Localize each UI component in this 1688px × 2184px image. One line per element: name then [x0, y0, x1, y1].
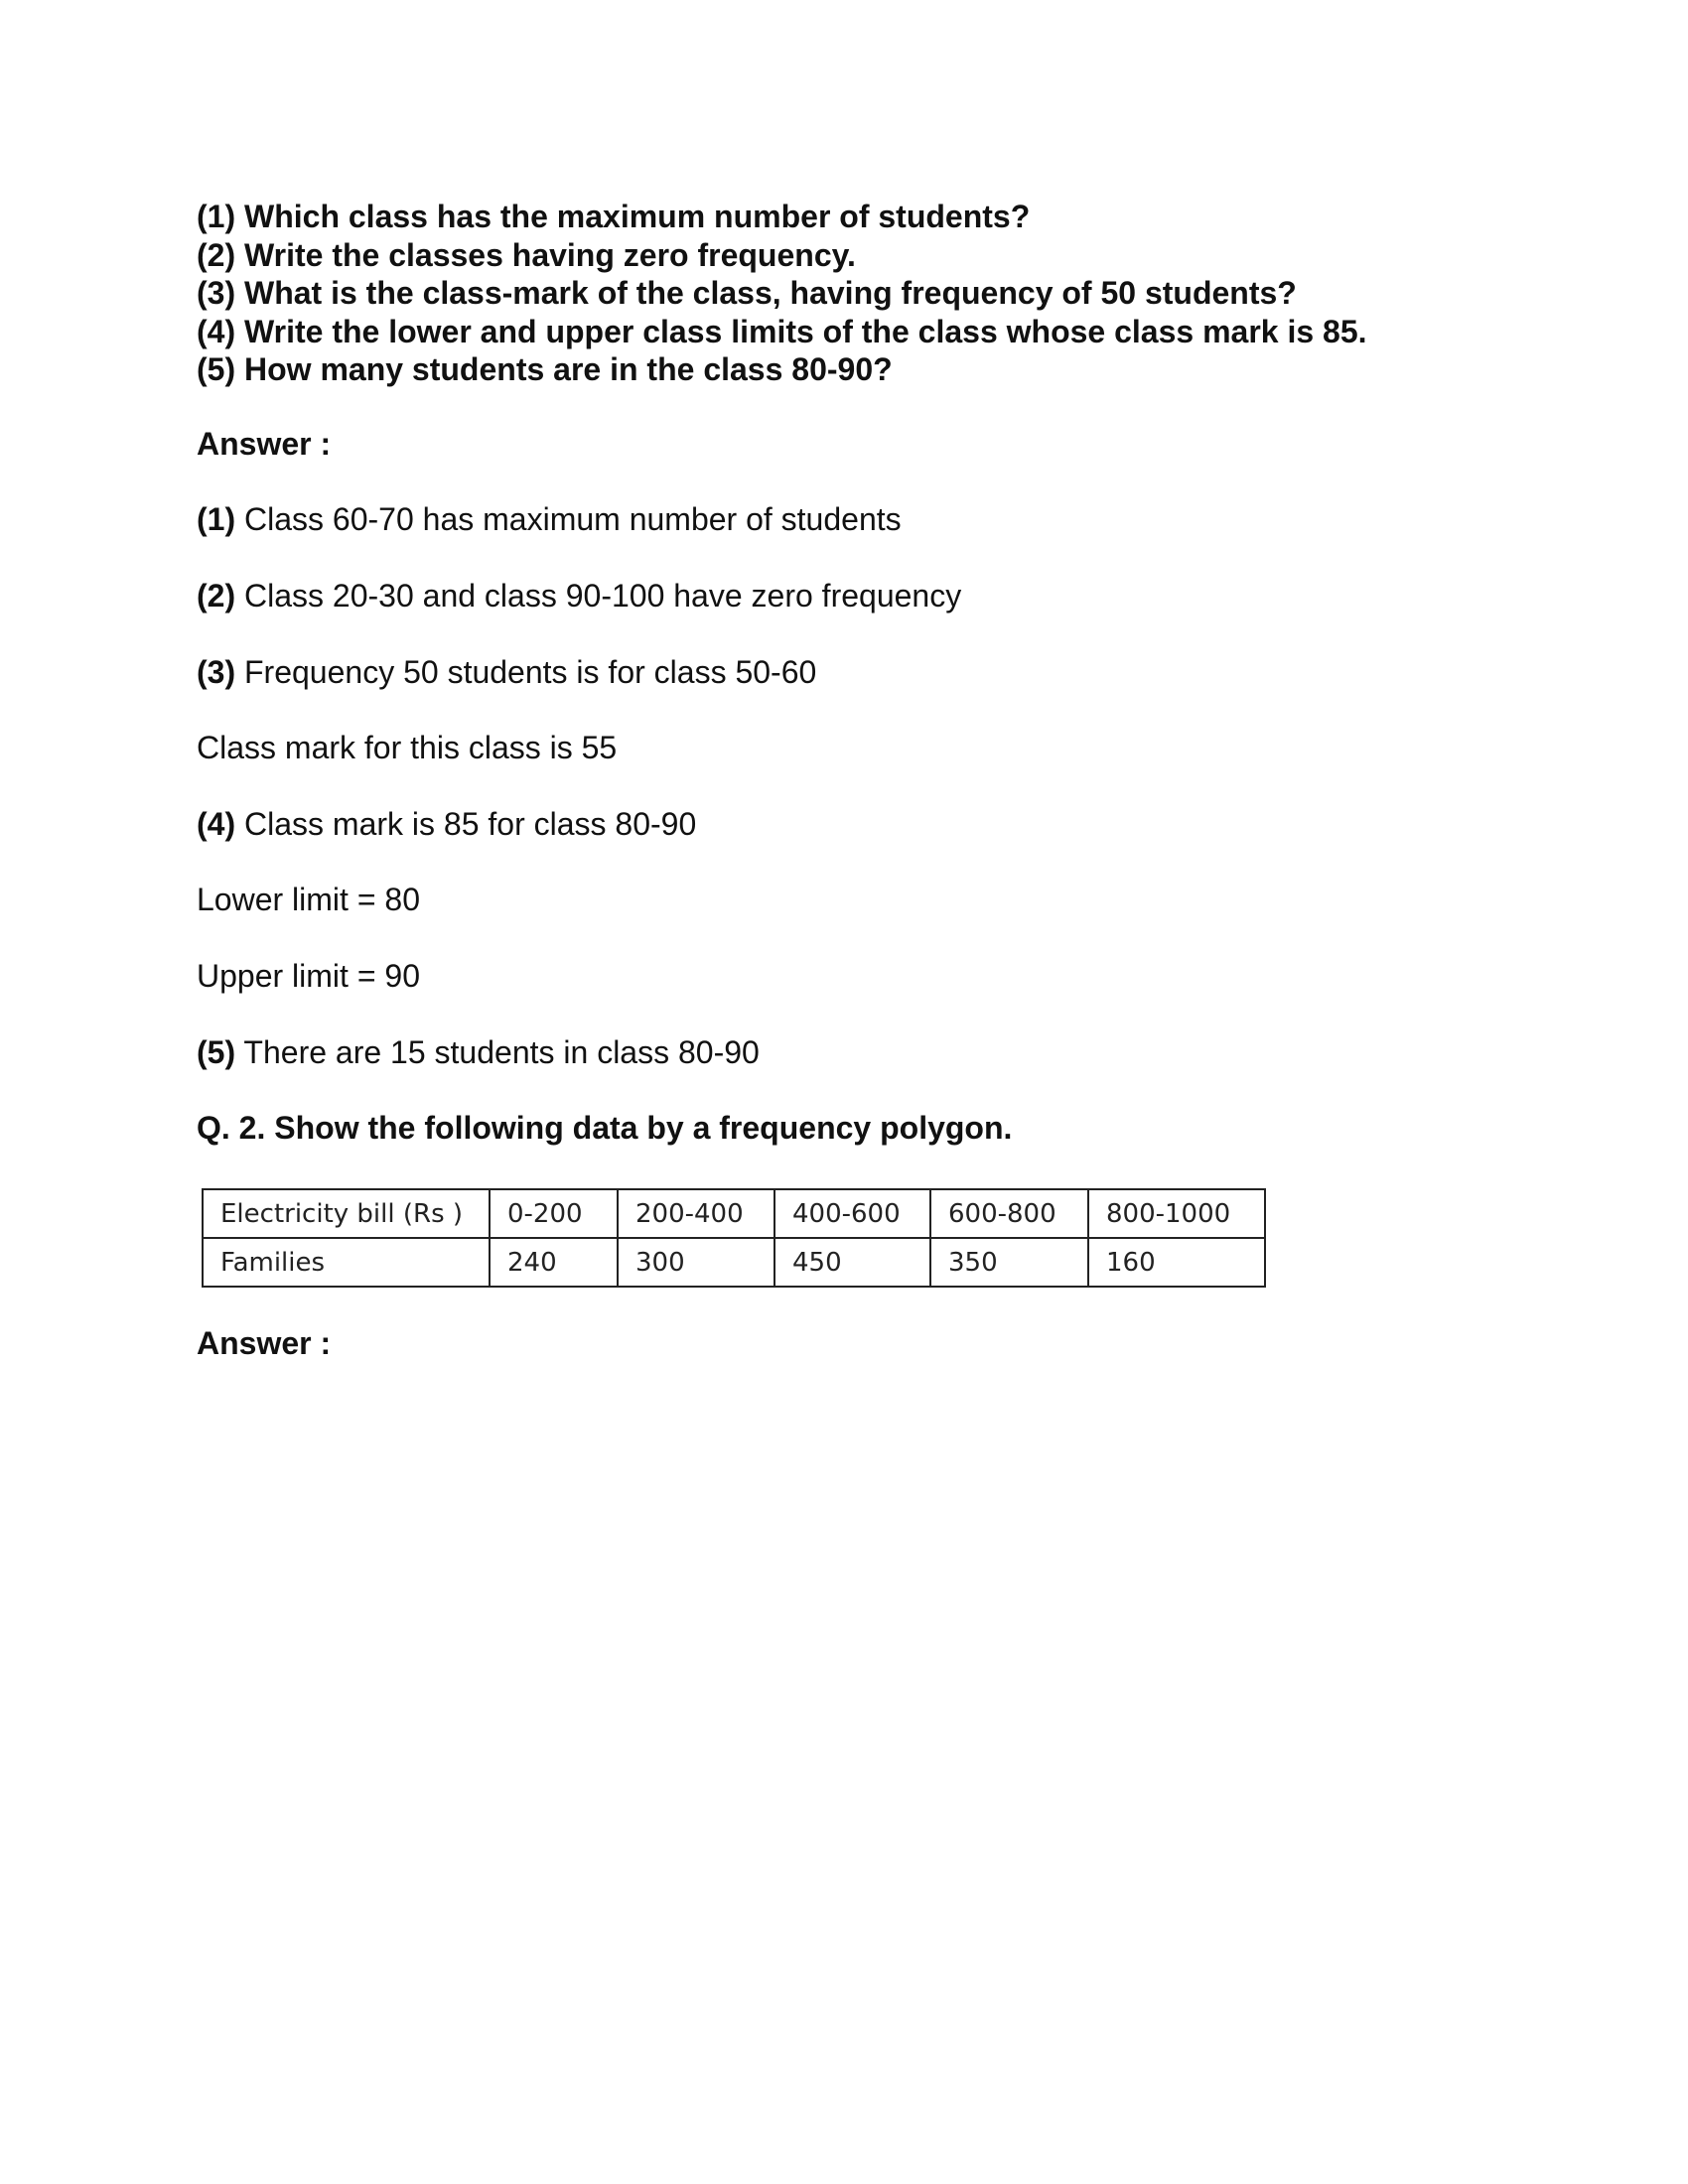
electricity-bill-table — [202, 1188, 1266, 1288]
question-2-title: Q. 2. Show the following data by a frequency polygon. — [197, 1110, 1013, 1146]
answer-line — [197, 881, 420, 918]
table-cell: 200-400 — [618, 1189, 774, 1238]
table-cell: 450 — [774, 1238, 930, 1287]
answer-text: Class mark is 85 for class 80-90 — [235, 806, 697, 842]
answer-line — [197, 577, 961, 614]
table-cell: 240 — [490, 1238, 618, 1287]
table-cell: 800-1000 — [1088, 1189, 1265, 1238]
question-item: (4) Write the lower and upper class limits of the class whose class mark is 85. — [197, 313, 1367, 349]
table-cell: 0-200 — [490, 1189, 618, 1238]
answer-line — [197, 653, 816, 691]
table-row — [203, 1189, 1265, 1238]
table-cell: 600-800 — [930, 1189, 1088, 1238]
answer-line — [197, 957, 420, 995]
answer-text: Upper limit = 90 — [197, 958, 420, 994]
answer-heading: Answer : — [197, 426, 332, 462]
answer-line — [197, 1033, 760, 1071]
table-cell: 350 — [930, 1238, 1088, 1287]
question-item: (1) Which class has the maximum number of students? — [197, 199, 1031, 234]
question-item: (5) How many students are in the class 80-90? — [197, 351, 893, 387]
table-cell: 300 — [618, 1238, 774, 1287]
answer-text: Class mark for this class is 55 — [197, 730, 618, 765]
table-cell: Families — [203, 1238, 490, 1287]
answer-number: (4) — [197, 806, 236, 842]
answer-line — [197, 805, 696, 843]
answer-number: (3) — [197, 654, 236, 690]
table-cell: 160 — [1088, 1238, 1265, 1287]
answer-number: (2) — [197, 578, 236, 614]
table-cell: 400-600 — [774, 1189, 930, 1238]
question-list — [197, 198, 1367, 389]
question-item: (2) Write the classes having zero frequency. — [197, 236, 856, 273]
answer-number: (5) — [197, 1034, 236, 1070]
question-item: (3) What is the class-mark of the class, having frequency of 50 students? — [197, 275, 1297, 311]
answer-text: Lower limit = 80 — [197, 882, 420, 917]
table-cell: Electricity bill (Rs ) — [203, 1189, 490, 1238]
answer-line — [197, 500, 902, 538]
answer-text: There are 15 students in class 80-90 — [235, 1034, 760, 1070]
answer-number: (1) — [197, 501, 236, 537]
answer-text: Frequency 50 students is for class 50-60 — [235, 654, 817, 690]
answer-heading: Answer : — [197, 1325, 332, 1361]
table-row — [203, 1238, 1265, 1287]
answer-text: Class 60-70 has maximum number of students — [235, 501, 902, 537]
answer-text: Class 20-30 and class 90-100 have zero frequency — [235, 578, 962, 614]
answer-line — [197, 729, 617, 766]
